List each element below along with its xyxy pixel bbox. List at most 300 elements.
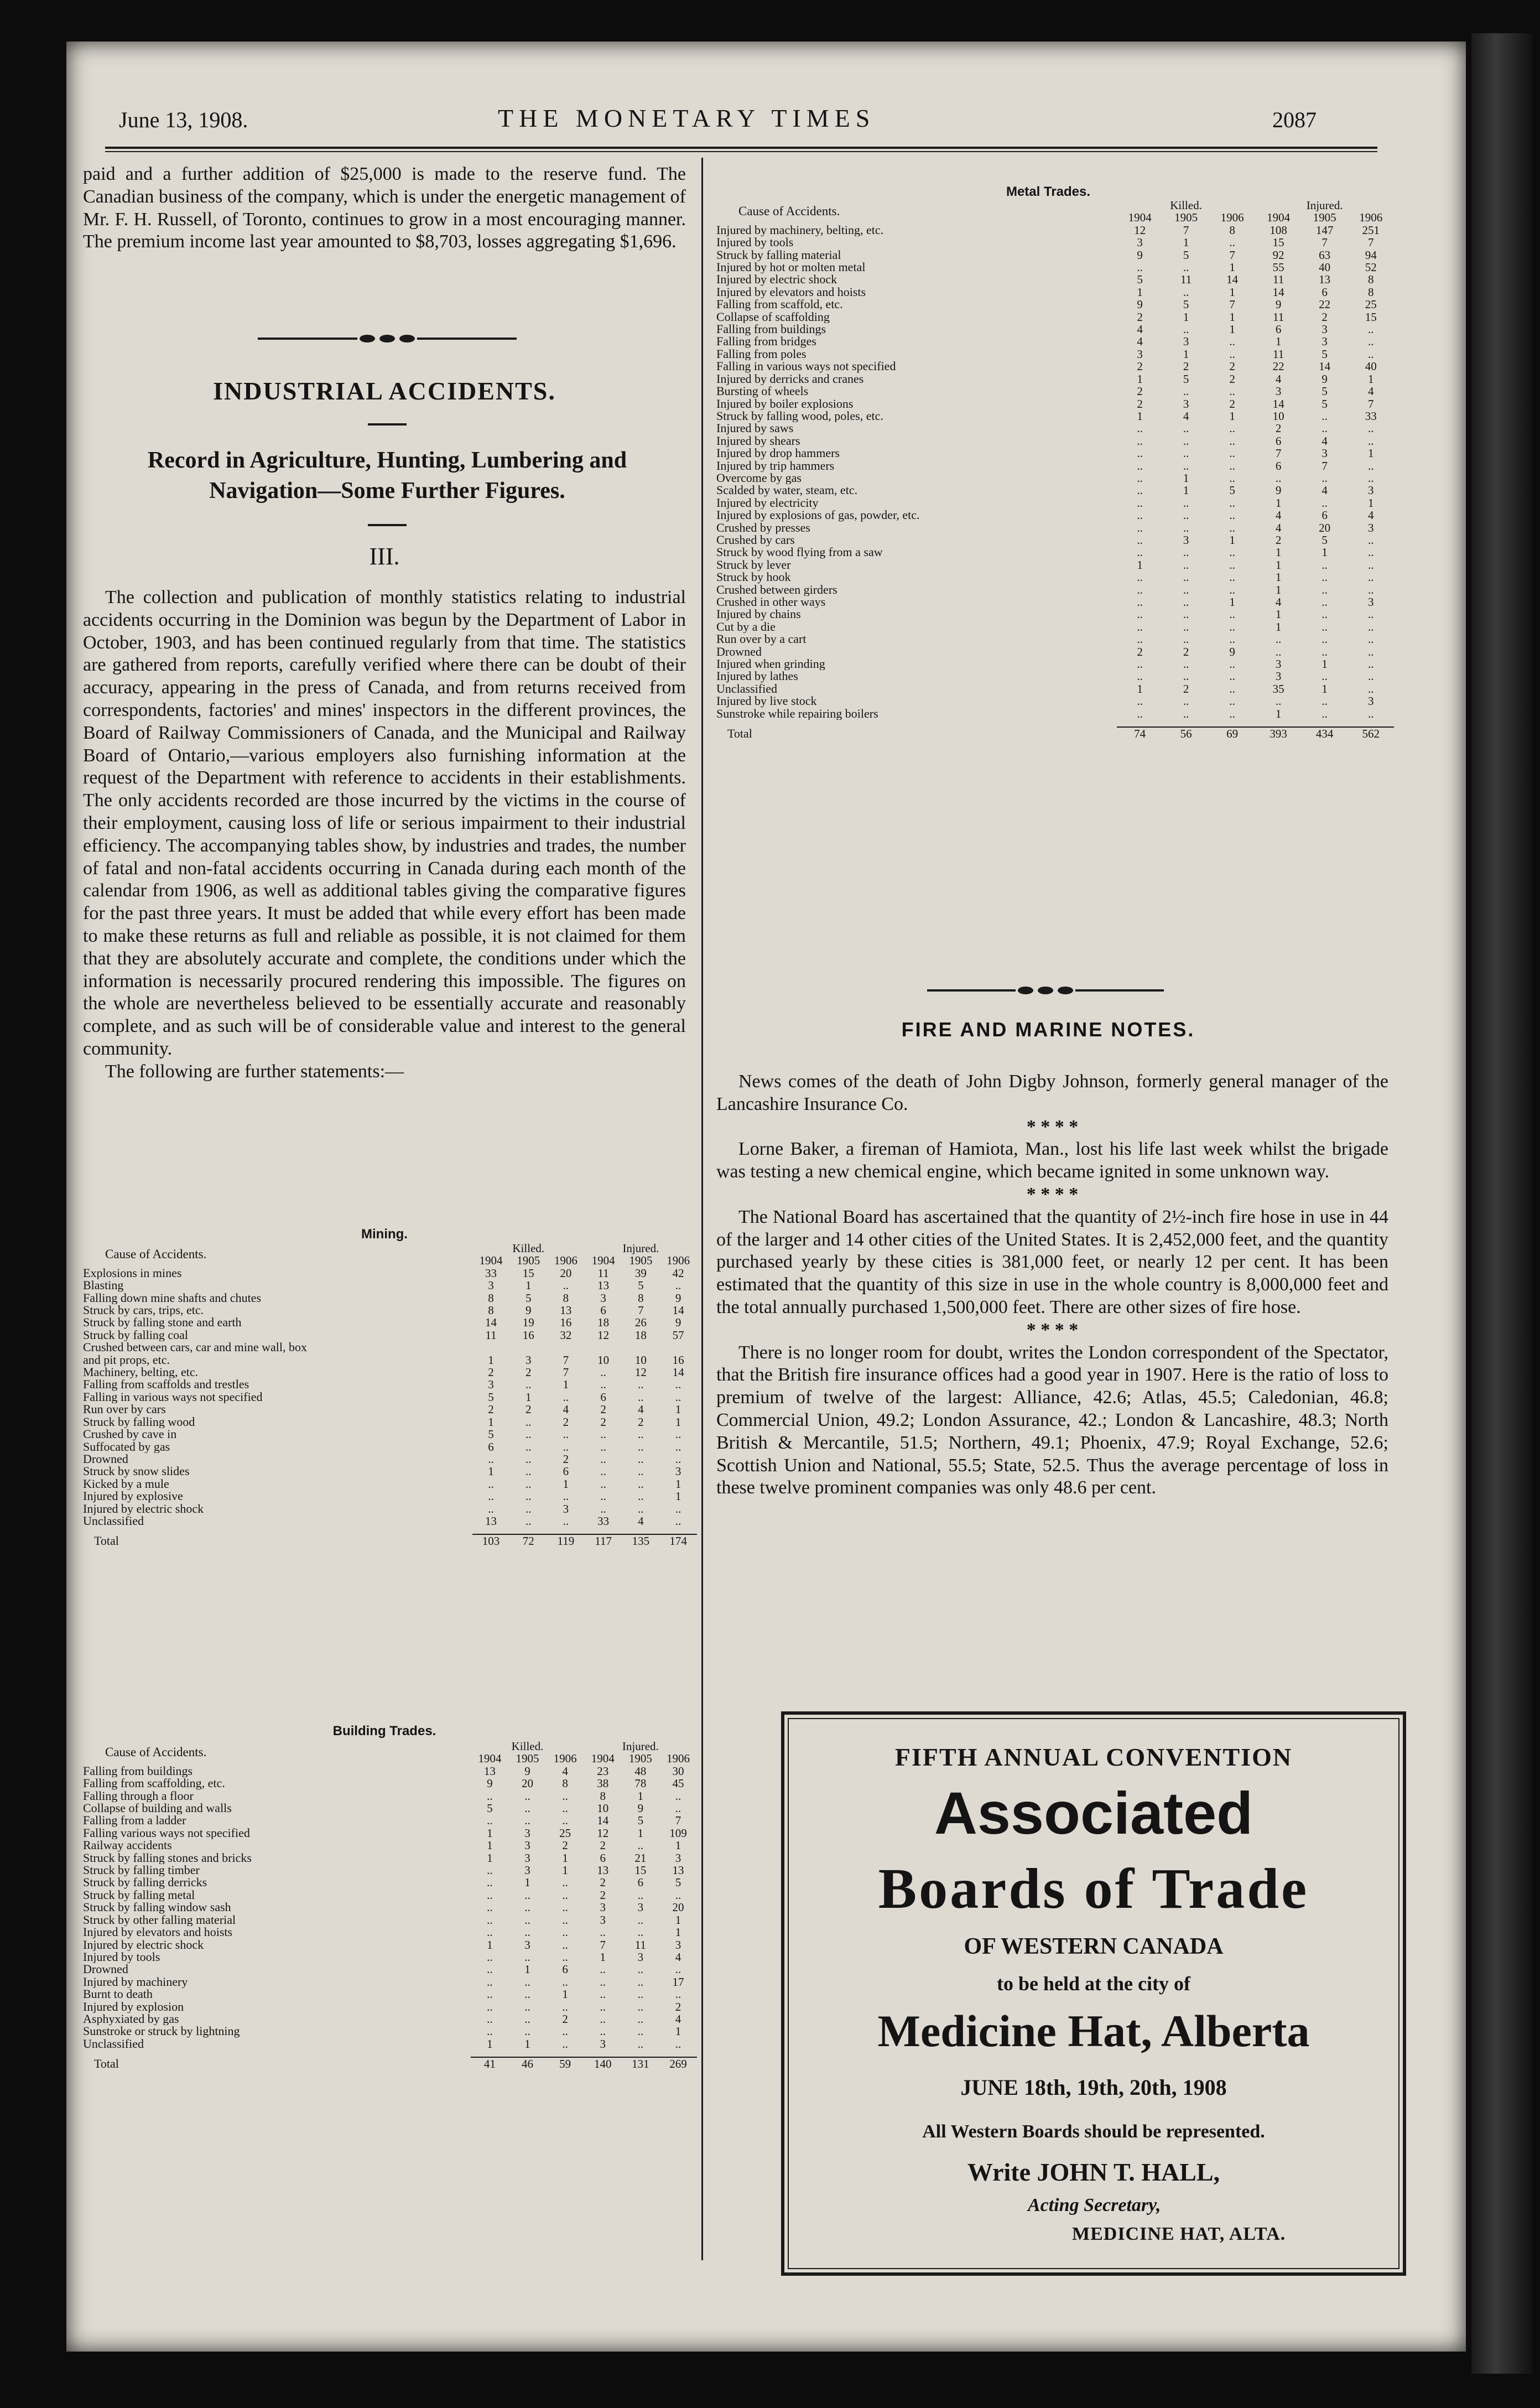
killed-header: Killed. bbox=[1170, 199, 1202, 212]
value-cell: .. bbox=[1183, 707, 1189, 720]
value-cell: 5 bbox=[1183, 298, 1189, 311]
value-cell: 2 bbox=[1275, 533, 1282, 547]
value-cell: 1 bbox=[1275, 583, 1282, 596]
total-value: 56 bbox=[1163, 727, 1209, 740]
value-cell: 1 bbox=[675, 1415, 681, 1429]
value-cell: 1 bbox=[637, 1826, 644, 1840]
value-cell: .. bbox=[1229, 558, 1235, 572]
cause-label: Struck by cars, trips, etc. bbox=[83, 1304, 204, 1317]
value-cell: 10 bbox=[634, 1353, 647, 1367]
ad-line-boards-of-trade: Boards of Trade bbox=[878, 1857, 1309, 1921]
year-header: 1904 bbox=[1128, 211, 1152, 224]
value-cell: .. bbox=[1367, 546, 1374, 559]
injured-header: Injured. bbox=[622, 1242, 659, 1255]
value-cell: 5 bbox=[675, 1876, 681, 1889]
value-cell: 3 bbox=[563, 1502, 569, 1515]
value-cell: .. bbox=[1322, 409, 1328, 423]
value-cell: .. bbox=[1322, 596, 1328, 609]
value-cell: .. bbox=[1137, 583, 1143, 596]
cause-label: Falling from bridges bbox=[716, 335, 816, 348]
total-value: 103 bbox=[472, 1534, 510, 1547]
value-cell: .. bbox=[488, 1490, 494, 1503]
value-cell: .. bbox=[1183, 633, 1189, 646]
table-row bbox=[83, 1765, 697, 1777]
table-row bbox=[716, 422, 1394, 434]
year-header: 1905 bbox=[517, 1254, 540, 1267]
value-cell: 25 bbox=[1365, 298, 1377, 311]
value-cell: 1 bbox=[1367, 496, 1374, 510]
value-cell: 1 bbox=[488, 1353, 494, 1367]
value-cell: 11 bbox=[1180, 273, 1192, 286]
value-cell: 15 bbox=[634, 1864, 647, 1877]
value-cell: .. bbox=[638, 1378, 644, 1391]
value-cell: 1 bbox=[1183, 484, 1189, 497]
table-row bbox=[716, 460, 1394, 472]
value-cell: 6 bbox=[1322, 509, 1328, 522]
ad-line-held-at: to be held at the city of bbox=[997, 1973, 1190, 1995]
cause-label: Struck by falling stone and earth bbox=[83, 1316, 242, 1329]
value-cell: 63 bbox=[1319, 248, 1331, 262]
value-cell: 1 bbox=[1322, 682, 1328, 696]
value-cell: .. bbox=[1367, 558, 1374, 572]
value-cell: 4 bbox=[675, 1950, 681, 1964]
ornament-divider-right bbox=[913, 987, 1178, 994]
value-cell: .. bbox=[638, 1502, 644, 1515]
value-cell: 1 bbox=[1229, 261, 1235, 274]
value-cell: 2 bbox=[675, 2000, 681, 2013]
value-cell: 14 bbox=[1272, 286, 1284, 299]
value-cell: .. bbox=[1229, 695, 1235, 708]
metal-group-header-row bbox=[716, 199, 1394, 211]
value-cell: 42 bbox=[672, 1267, 684, 1280]
table-row bbox=[83, 1341, 697, 1353]
value-cell: 2 bbox=[600, 1839, 606, 1852]
value-cell: .. bbox=[1183, 546, 1189, 559]
table-row bbox=[83, 1963, 697, 1975]
cause-label: Cut by a die bbox=[716, 620, 776, 634]
table-row bbox=[716, 608, 1394, 620]
article-body bbox=[83, 587, 686, 1083]
value-cell: 8 bbox=[600, 1789, 606, 1803]
value-cell: .. bbox=[487, 1901, 493, 1914]
cause-label: Injured by electric shock bbox=[83, 1502, 204, 1515]
table-row bbox=[83, 1951, 697, 1963]
cause-label: Unclassified bbox=[716, 682, 777, 696]
table-row bbox=[716, 646, 1394, 658]
cause-label: Crushed by presses bbox=[716, 521, 810, 534]
value-cell: .. bbox=[524, 2025, 530, 2038]
value-cell: 2 bbox=[1137, 310, 1143, 324]
value-cell: .. bbox=[600, 1465, 606, 1478]
value-cell: 4 bbox=[1322, 484, 1328, 497]
value-cell: 6 bbox=[562, 1963, 568, 1976]
fire-note-1: News comes of the death of John Digby Johnson, formerly general manager of the Lancashire Insurance Co. bbox=[716, 1071, 1388, 1114]
cause-label: Struck by falling timber bbox=[83, 1864, 200, 1877]
table-row bbox=[716, 236, 1394, 248]
value-cell: 20 bbox=[672, 1901, 684, 1914]
value-cell: .. bbox=[638, 1452, 644, 1466]
value-cell: 11 bbox=[1273, 310, 1284, 324]
table-row bbox=[83, 1790, 697, 1802]
intro-text: paid and a further addition of $25,000 is made to the reserve fund. The Canadian business of the company, which is under the energetic management of Mr. F. H. Russell, of Toronto, continues to grow in a most encouraging manner. The premium income last year amounted to $8,703, losses aggregating $1,696. bbox=[83, 164, 686, 252]
spacer-row bbox=[716, 720, 1394, 727]
value-cell: 9 bbox=[1137, 298, 1143, 311]
value-cell: .. bbox=[1367, 645, 1374, 658]
value-cell: 1 bbox=[1183, 236, 1189, 249]
value-cell: .. bbox=[487, 1864, 493, 1877]
total-label: Total bbox=[94, 1534, 119, 1548]
value-cell: .. bbox=[637, 2000, 644, 2013]
value-cell: 9 bbox=[1275, 298, 1282, 311]
value-cell: 11 bbox=[1273, 273, 1284, 286]
convention-advertisement bbox=[781, 1711, 1406, 2276]
value-cell: .. bbox=[1137, 571, 1143, 584]
value-cell: .. bbox=[1137, 261, 1143, 274]
spacer-row bbox=[83, 2050, 697, 2057]
value-cell: .. bbox=[1137, 484, 1143, 497]
value-cell: 8 bbox=[488, 1291, 494, 1305]
value-cell: 2 bbox=[1322, 310, 1328, 324]
total-value: 117 bbox=[585, 1534, 622, 1547]
value-cell: 1 bbox=[1322, 658, 1328, 671]
cause-label: Injured by saws bbox=[716, 422, 794, 435]
value-cell: 1 bbox=[1229, 323, 1235, 336]
value-cell: .. bbox=[562, 1888, 568, 1902]
value-cell: .. bbox=[675, 1502, 681, 1515]
cause-label: Falling in various ways not specified bbox=[716, 360, 896, 373]
table-row bbox=[716, 621, 1394, 633]
value-cell: 7 bbox=[1367, 397, 1374, 410]
value-cell: 109 bbox=[669, 1826, 687, 1840]
value-cell: 1 bbox=[1183, 347, 1189, 361]
value-cell: .. bbox=[1137, 658, 1143, 671]
value-cell: .. bbox=[675, 1428, 681, 1441]
value-cell: 3 bbox=[524, 1826, 530, 1840]
value-cell: 21 bbox=[634, 1851, 647, 1865]
total-row bbox=[83, 2057, 697, 2070]
value-cell: 2 bbox=[1229, 397, 1235, 410]
table-row bbox=[83, 2038, 697, 2050]
value-cell: 3 bbox=[1275, 658, 1282, 671]
value-cell: 8 bbox=[1367, 273, 1374, 286]
year-header: 1905 bbox=[1174, 211, 1198, 224]
value-cell: .. bbox=[1183, 286, 1189, 299]
value-cell: .. bbox=[1229, 447, 1235, 460]
cause-label: Injured by explosions of gas, powder, etc. bbox=[716, 509, 920, 522]
value-cell: 1 bbox=[488, 1465, 494, 1478]
value-cell: .. bbox=[487, 1988, 493, 2001]
value-cell: .. bbox=[524, 1913, 530, 1927]
value-cell: 8 bbox=[638, 1291, 644, 1305]
table-row bbox=[83, 1864, 697, 1876]
value-cell: 40 bbox=[1319, 261, 1331, 274]
value-cell: 15 bbox=[1272, 236, 1284, 249]
table-row bbox=[716, 348, 1394, 360]
value-cell: 2 bbox=[1229, 360, 1235, 373]
year-header: 1906 bbox=[667, 1254, 690, 1267]
value-cell: .. bbox=[1367, 434, 1374, 448]
total-value: 46 bbox=[508, 2057, 546, 2070]
value-cell: .. bbox=[600, 1477, 606, 1491]
value-cell: 15 bbox=[1365, 310, 1377, 324]
value-cell: .. bbox=[487, 1950, 493, 1964]
value-cell: .. bbox=[675, 1988, 681, 2001]
value-cell: .. bbox=[1183, 695, 1189, 708]
value-cell: .. bbox=[600, 1988, 606, 2001]
cause-label: Crushed by cars bbox=[716, 533, 795, 547]
value-cell: 5 bbox=[1183, 372, 1189, 386]
value-cell: 1 bbox=[1229, 409, 1235, 423]
title-rule bbox=[368, 423, 407, 425]
value-cell: 7 bbox=[1367, 236, 1374, 249]
year-header: 1906 bbox=[554, 1254, 578, 1267]
header-date: June 13, 1908. bbox=[119, 107, 248, 132]
value-cell: 2 bbox=[1137, 385, 1143, 398]
value-cell: 1 bbox=[1275, 496, 1282, 510]
ad-line-convention: FIFTH ANNUAL CONVENTION bbox=[894, 1743, 1293, 1771]
cause-label: Unclassified bbox=[83, 1514, 144, 1528]
metal-table bbox=[716, 199, 1394, 740]
value-cell: 2 bbox=[563, 1415, 569, 1429]
table-row bbox=[716, 286, 1394, 298]
value-cell: 1 bbox=[1229, 533, 1235, 547]
value-cell: .. bbox=[525, 1440, 532, 1453]
value-cell: 2 bbox=[488, 1403, 494, 1416]
value-cell: .. bbox=[638, 1465, 644, 1478]
value-cell: .. bbox=[1183, 571, 1189, 584]
value-cell: .. bbox=[1229, 633, 1235, 646]
value-cell: 3 bbox=[1322, 447, 1328, 460]
value-cell: .. bbox=[1183, 434, 1189, 448]
value-cell: 26 bbox=[634, 1316, 647, 1329]
value-cell: .. bbox=[1137, 620, 1143, 634]
mining-table-title: Mining. bbox=[361, 1227, 408, 1242]
value-cell: .. bbox=[563, 1390, 569, 1404]
value-cell: 1 bbox=[637, 1789, 644, 1803]
value-cell: 14 bbox=[1272, 397, 1284, 410]
value-cell: .. bbox=[1322, 670, 1328, 683]
value-cell: .. bbox=[1137, 459, 1143, 472]
value-cell: 2 bbox=[1137, 645, 1143, 658]
value-cell: .. bbox=[1322, 608, 1328, 621]
value-cell: .. bbox=[1322, 496, 1328, 510]
building-table-title: Building Trades. bbox=[332, 1724, 436, 1738]
cause-label: Crushed between cars, car and mine wall, box bbox=[83, 1341, 308, 1354]
cause-label: Struck by hook bbox=[716, 571, 791, 584]
value-cell: 13 bbox=[1319, 273, 1331, 286]
value-cell: 10 bbox=[597, 1802, 609, 1815]
value-cell: 11 bbox=[597, 1267, 609, 1280]
value-cell: 6 bbox=[600, 1304, 606, 1317]
value-cell: 12 bbox=[597, 1826, 609, 1840]
cause-label: Suffocated by gas bbox=[83, 1440, 170, 1453]
article-paragraph-1: The collection and publication of monthly statistics relating to industrial accidents occurring in the Dominion was begun by the Department of Labor in October, 1903, and has been continued regularly from that time. The statistics are gathered from reports, carefully verified where there can be doubt of their accuracy, appearing in the press of Canada, and from returns received from correspondents, factories' and mines' inspectors in the different provinces, the Board of Railway Commissioners of Canada, and the Municipal and Railway Board of Ontario,—various employers also furnishing information at the request of the Department with reference to accidents in their establishments. The only accidents recorded are those incurred by the victims in the course of their employment, causing loss of life or serious impairment to their industrial efficiency. The accompanying tables show, by industries and trades, the number of fatal and non-fatal accidents occurring in Canada during each month of the calendar from 1906, as well as additional tables giving the comparative figures for the past three years. It must be added that while every effort has been made to make these returns as full and reliable as possible, it is not claimed for them that they are absolutely accurate and complete, the conditions under which the information is necessarily procured rendering this impossible. The figures on the whole are nevertheless believed to be essentially accurate and reasonably complete, and as such will be of considerable value and interest to the general community. bbox=[83, 587, 686, 1059]
value-cell: 33 bbox=[597, 1514, 610, 1528]
value-cell: .. bbox=[1229, 385, 1235, 398]
value-cell: .. bbox=[1367, 583, 1374, 596]
value-cell: .. bbox=[1183, 261, 1189, 274]
cause-label: Falling in various ways not specified bbox=[83, 1390, 263, 1404]
value-cell: 3 bbox=[524, 1864, 530, 1877]
value-cell: 13 bbox=[485, 1514, 497, 1528]
value-cell: .. bbox=[1367, 422, 1374, 435]
table-row bbox=[83, 1329, 697, 1341]
value-cell: .. bbox=[1229, 422, 1235, 435]
cause-label: Struck by falling window sash bbox=[83, 1901, 231, 1914]
value-cell: 14 bbox=[672, 1366, 684, 1379]
table-row bbox=[716, 683, 1394, 695]
cause-label: Injured when grinding bbox=[716, 658, 825, 671]
value-cell: 1 bbox=[487, 1938, 493, 1951]
value-cell: .. bbox=[1137, 496, 1143, 510]
value-cell: .. bbox=[1322, 620, 1328, 634]
value-cell: .. bbox=[1183, 596, 1189, 609]
table-row bbox=[83, 1441, 697, 1453]
value-cell: 5 bbox=[1322, 397, 1328, 410]
value-cell: .. bbox=[1229, 546, 1235, 559]
value-cell: .. bbox=[1229, 459, 1235, 472]
value-cell: .. bbox=[524, 1950, 530, 1964]
column-divider bbox=[701, 158, 703, 2260]
header-rule bbox=[105, 147, 1377, 149]
cause-label: Injured by shears bbox=[716, 434, 800, 448]
value-cell: .. bbox=[637, 2025, 644, 2038]
value-cell: .. bbox=[1183, 496, 1189, 510]
cause-label: Burnt to death bbox=[83, 1988, 153, 2001]
value-cell: 13 bbox=[597, 1279, 610, 1292]
cause-label: Injured by elevators and hoists bbox=[83, 1926, 233, 1939]
value-cell: 251 bbox=[1362, 224, 1380, 237]
ad-line-medicine-hat: Medicine Hat, Alberta bbox=[877, 2006, 1310, 2056]
value-cell: .. bbox=[562, 1814, 568, 1827]
value-cell: .. bbox=[487, 1876, 493, 1889]
value-cell: 1 bbox=[1275, 608, 1282, 621]
cause-label: Injured by trip hammers bbox=[716, 459, 835, 472]
value-cell: 6 bbox=[1275, 434, 1282, 448]
value-cell: 15 bbox=[522, 1267, 534, 1280]
value-cell: 108 bbox=[1270, 224, 1287, 237]
value-cell: .. bbox=[487, 1913, 493, 1927]
value-cell: .. bbox=[525, 1378, 532, 1391]
value-cell: 33 bbox=[1365, 409, 1377, 423]
value-cell: .. bbox=[1137, 608, 1143, 621]
cause-label: Injured by machinery, belting, etc. bbox=[716, 224, 884, 237]
value-cell: 8 bbox=[563, 1291, 569, 1305]
value-cell: 1 bbox=[1275, 335, 1282, 348]
value-cell: 4 bbox=[563, 1403, 569, 1416]
ad-line-represented: All Western Boards should be represented. bbox=[922, 2121, 1265, 2142]
cause-label: Injured by lathes bbox=[716, 670, 798, 683]
value-cell: .. bbox=[1137, 546, 1143, 559]
value-cell: 16 bbox=[560, 1316, 572, 1329]
value-cell: .. bbox=[1367, 347, 1374, 361]
cause-label: Injured by tools bbox=[83, 1950, 160, 1964]
value-cell: .. bbox=[562, 1901, 568, 1914]
table-row bbox=[83, 1926, 697, 1938]
total-value: 393 bbox=[1255, 727, 1302, 740]
value-cell: 6 bbox=[637, 1876, 644, 1889]
cause-label: Drowned bbox=[83, 1452, 128, 1466]
value-cell: .. bbox=[600, 2012, 606, 2026]
value-cell: .. bbox=[1183, 608, 1189, 621]
total-value: 59 bbox=[547, 2057, 584, 2070]
value-cell: .. bbox=[487, 2000, 493, 2013]
year-header: 1905 bbox=[629, 1254, 653, 1267]
value-cell: 7 bbox=[1322, 236, 1328, 249]
table-row bbox=[83, 1292, 697, 1304]
value-cell: 4 bbox=[1275, 509, 1282, 522]
value-cell: .. bbox=[1367, 670, 1374, 683]
value-cell: 38 bbox=[597, 1777, 609, 1790]
value-cell: .. bbox=[638, 1428, 644, 1441]
table-row bbox=[83, 1503, 697, 1515]
value-cell: 20 bbox=[560, 1267, 572, 1280]
cause-label: Injured by explosion bbox=[83, 2000, 184, 2013]
value-cell: .. bbox=[1322, 633, 1328, 646]
value-cell: 5 bbox=[1137, 273, 1143, 286]
value-cell: .. bbox=[488, 1452, 494, 1466]
value-cell: 7 bbox=[563, 1366, 569, 1379]
table-row bbox=[83, 1839, 697, 1851]
cause-label: Injured by machinery bbox=[83, 1975, 188, 1989]
value-cell: 1 bbox=[1137, 286, 1143, 299]
value-cell bbox=[585, 1341, 622, 1353]
value-cell: 11 bbox=[1273, 347, 1284, 361]
cause-label: Injured by live stock bbox=[716, 695, 817, 708]
cause-label: Bursting of wheels bbox=[716, 385, 809, 398]
value-cell: 6 bbox=[1275, 459, 1282, 472]
year-header: 1904 bbox=[1267, 211, 1291, 224]
value-cell: 4 bbox=[1137, 335, 1143, 348]
fire-notes-body bbox=[716, 1071, 1388, 1499]
value-cell: 4 bbox=[1367, 385, 1374, 398]
value-cell: .. bbox=[525, 1465, 532, 1478]
value-cell: .. bbox=[675, 1514, 681, 1528]
value-cell: 7 bbox=[1229, 298, 1235, 311]
year-header: 1905 bbox=[628, 1752, 652, 1765]
value-cell: 6 bbox=[600, 1851, 606, 1865]
value-cell: .. bbox=[600, 1428, 606, 1441]
value-cell: 6 bbox=[563, 1465, 569, 1478]
value-cell: .. bbox=[562, 1802, 568, 1815]
cause-label: Crushed in other ways bbox=[716, 596, 826, 609]
value-cell: .. bbox=[562, 1950, 568, 1964]
cause-label: Injured by tools bbox=[716, 236, 794, 249]
cause-label: Falling through a floor bbox=[83, 1789, 194, 1803]
value-cell: 1 bbox=[675, 1926, 681, 1939]
value-cell: 45 bbox=[672, 1777, 684, 1790]
value-cell: 1 bbox=[525, 1279, 532, 1292]
value-cell: 1 bbox=[1229, 286, 1235, 299]
year-header: 1905 bbox=[1313, 211, 1336, 224]
value-cell: .. bbox=[1137, 447, 1143, 460]
table-row bbox=[716, 509, 1394, 521]
cause-label: Struck by other falling material bbox=[83, 1913, 236, 1927]
value-cell: 9 bbox=[1229, 645, 1235, 658]
value-cell: .. bbox=[563, 1279, 569, 1292]
total-value: 69 bbox=[1209, 727, 1256, 740]
value-cell: 20 bbox=[521, 1777, 533, 1790]
value-cell: .. bbox=[562, 1789, 568, 1803]
value-cell: 13 bbox=[560, 1304, 572, 1317]
cause-label: Falling various ways not specified bbox=[83, 1826, 250, 1840]
table-row bbox=[83, 1267, 697, 1279]
value-cell: 23 bbox=[597, 1765, 609, 1778]
value-cell bbox=[622, 1341, 660, 1353]
value-cell: 7 bbox=[638, 1304, 644, 1317]
table-row bbox=[716, 584, 1394, 596]
value-cell: .. bbox=[675, 1789, 681, 1803]
